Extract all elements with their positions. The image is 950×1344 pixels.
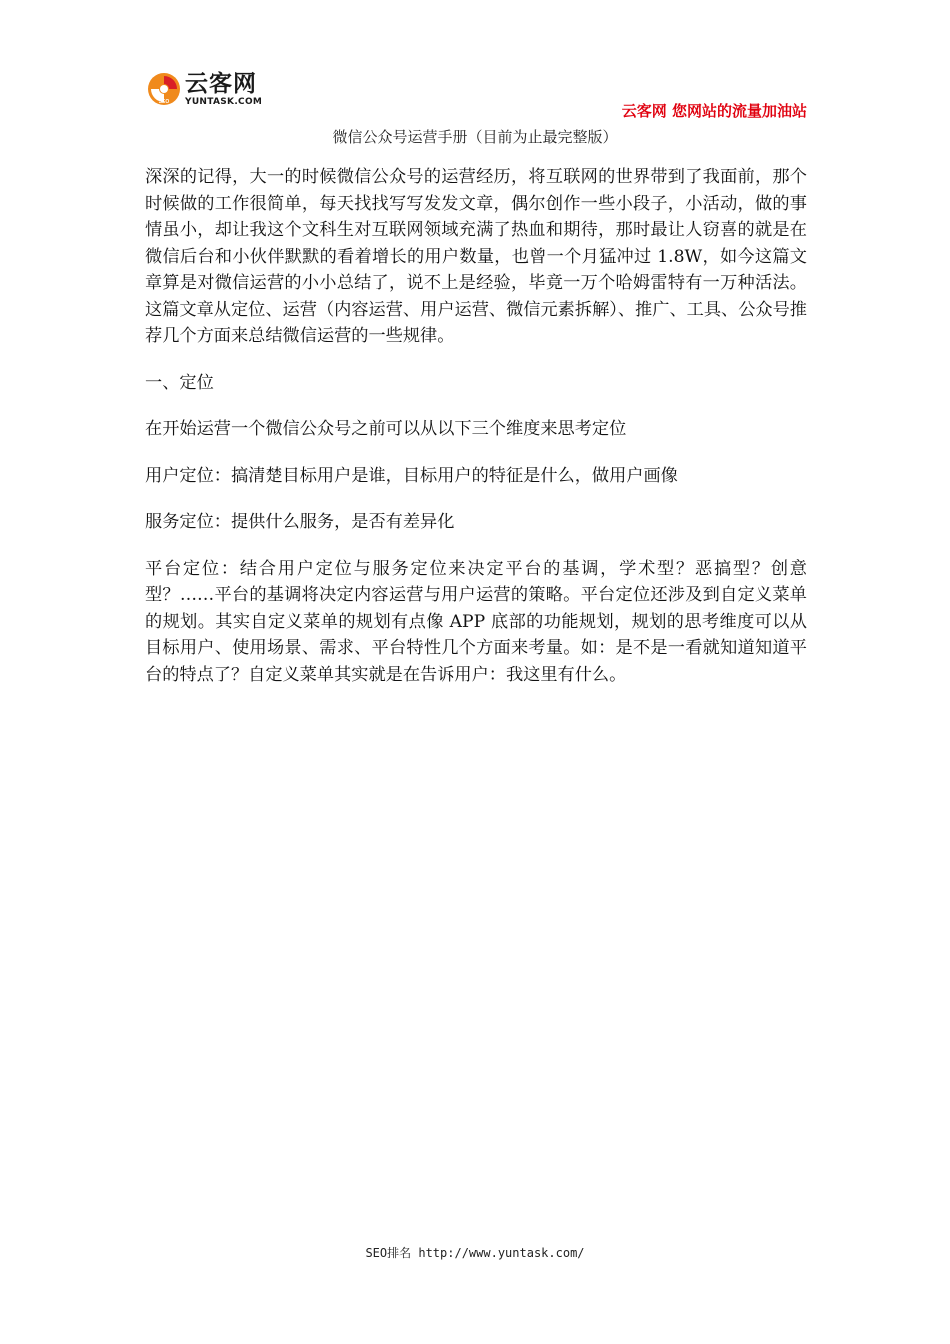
body-paragraph: 平台定位：结合用户定位与服务定位来决定平台的基调，学术型？恶搞型？创意型？……平台的基调将决定内容运营与用户运营的策略。平台定位还涉及到自定义菜单的规划。其实自定义菜单的规划有点像 APP 底部的功能规划，规划的思考维度可以从目标用户、使用场景、需求、平台特性几个方面来考量。如：是不是一看就知道知道平台的特点了？自定义菜单其实就是在告诉用户：我这里有什么。: [145, 558, 807, 685]
page-header: [147, 70, 807, 130]
section-heading: 一、定位: [145, 372, 214, 393]
intro-paragraph: 深深的记得，大一的时候微信公众号的运营经历，将互联网的世界带到了我面前，那个时候做的工作很简单，每天找找写写发发文章，偶尔创作一些小段子，小活动，做的事情虽小，却让我这个文科生对互联网领域充满了热血和期待，那时最让人窃喜的就是在微信后台和小伙伴默默的看着增长的用户数量，也曾一个月猛冲过 1.8W，如今这篇文章算是对微信运营的小小总结了，说不上是经验，毕竟一万个哈姆雷特有一万种活法。这篇文章从定位、运营（内容运营、用户运营、微信元素拆解）、推广、工具、公众号推荐几个方面来总结微信运营的一些规律。: [145, 167, 807, 346]
body-paragraph: 在开始运营一个微信公众号之前可以从以下三个维度来思考定位: [145, 419, 627, 439]
logo-badge: SEO: [158, 99, 170, 105]
logo-chinese-text: 云客网: [185, 71, 257, 97]
logo-english-text: YUNTASK.COM: [185, 97, 263, 107]
page-footer[interactable]: SEO排名 http://www.yuntask.com/: [365, 1246, 585, 1260]
body-paragraph: 服务定位：提供什么服务，是否有差异化: [145, 512, 455, 532]
document-body: [145, 164, 807, 708]
header-slogan: 云客网 您网站的流量加油站: [621, 102, 807, 120]
logo-swirl-icon: [147, 72, 181, 106]
yuntask-logo[interactable]: [147, 70, 277, 114]
document-title: 微信公众号运营手册（目前为止最完整版）: [332, 128, 618, 146]
body-paragraph: 用户定位：搞清楚目标用户是谁，目标用户的特征是什么，做用户画像: [145, 465, 678, 486]
